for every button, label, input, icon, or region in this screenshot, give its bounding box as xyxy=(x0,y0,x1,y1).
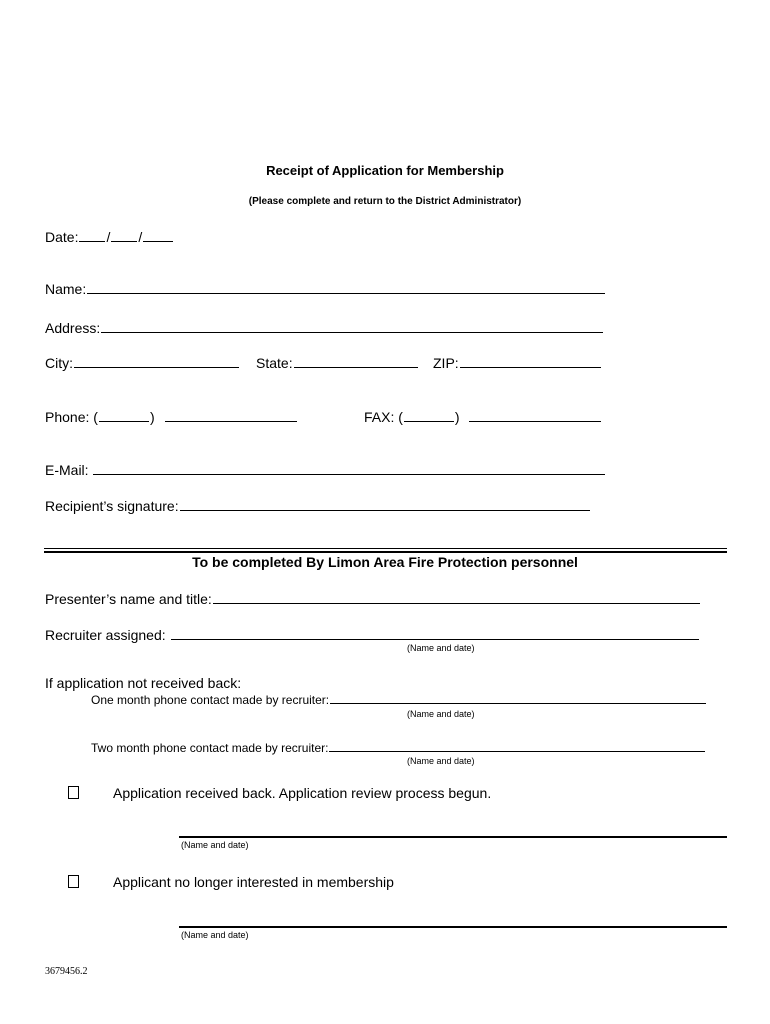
phone-label: Phone: xyxy=(45,409,90,425)
name-row xyxy=(45,280,606,297)
date-row xyxy=(45,228,174,245)
city-label: City: xyxy=(45,355,73,371)
signature-row xyxy=(45,497,591,514)
not-interested-checkbox[interactable] xyxy=(68,875,79,893)
zip-row xyxy=(433,354,602,371)
two-month-caption: (Name and date) xyxy=(407,756,475,766)
email-label: E-Mail: xyxy=(45,462,89,478)
presenter-row xyxy=(45,590,701,607)
signature-label: Recipient’s signature: xyxy=(45,498,179,514)
received-signature-line[interactable] xyxy=(179,836,727,838)
zip-field[interactable] xyxy=(460,354,601,368)
signature-field[interactable] xyxy=(180,497,590,511)
state-field[interactable] xyxy=(294,354,418,368)
presenter-field[interactable] xyxy=(213,590,700,604)
address-field[interactable] xyxy=(101,319,603,333)
not-received-label: If application not received back: xyxy=(45,675,242,691)
fax-label: FAX: xyxy=(364,409,395,425)
fax-row xyxy=(364,408,602,425)
presenter-label: Presenter’s name and title: xyxy=(45,591,212,607)
date-separator: / xyxy=(138,229,143,245)
state-row xyxy=(256,354,419,371)
city-field[interactable] xyxy=(74,354,239,368)
fax-area-code-field[interactable] xyxy=(404,408,454,422)
state-label: State: xyxy=(256,355,293,371)
two-month-row xyxy=(91,740,706,755)
address-row xyxy=(45,319,604,336)
paren-close: ) xyxy=(454,409,460,425)
two-month-label: Two month phone contact made by recruiter xyxy=(91,741,326,755)
phone-area-code-field[interactable] xyxy=(99,408,149,422)
paren-close: ) xyxy=(149,409,155,425)
section-divider-top xyxy=(44,548,727,549)
paren-open: ( xyxy=(93,409,98,425)
one-month-label: One month phone contact made by recruiter xyxy=(91,693,326,707)
email-field[interactable] xyxy=(93,461,605,475)
not-interested-label: Applicant no longer interested in membership xyxy=(113,874,394,890)
one-month-caption: (Name and date) xyxy=(407,709,475,719)
recruiter-label: Recruiter assigned: xyxy=(45,627,166,643)
email-row xyxy=(45,461,606,478)
name-label: Name: xyxy=(45,281,87,297)
recruiter-caption: (Name and date) xyxy=(407,643,475,653)
colon: : xyxy=(325,741,329,755)
colon: : xyxy=(325,693,330,707)
phone-number-field[interactable] xyxy=(165,408,297,422)
personnel-heading: To be completed By Limon Area Fire Protection personnel xyxy=(192,554,578,570)
received-label: Application received back. Application review process begun. xyxy=(113,785,492,801)
city-row xyxy=(45,354,240,371)
one-month-field[interactable] xyxy=(330,692,706,704)
one-month-row xyxy=(91,692,707,707)
checkbox-icon xyxy=(68,786,79,799)
date-day-field[interactable] xyxy=(111,228,137,242)
not-interested-caption: (Name and date) xyxy=(181,930,249,940)
two-month-field[interactable] xyxy=(329,740,705,752)
page-subtitle: (Please complete and return to the District Administrator) xyxy=(248,196,522,207)
document-id: 3679456.2 xyxy=(45,966,88,977)
date-month-field[interactable] xyxy=(79,228,105,242)
phone-row xyxy=(45,408,298,425)
not-interested-signature-line[interactable] xyxy=(179,926,727,928)
received-checkbox[interactable] xyxy=(68,786,79,804)
date-year-field[interactable] xyxy=(143,228,173,242)
paren-open: ( xyxy=(398,409,403,425)
zip-label: ZIP: xyxy=(433,355,459,371)
section-divider-bottom xyxy=(44,551,727,553)
checkbox-icon xyxy=(68,875,79,888)
date-label: Date: xyxy=(45,229,79,245)
page-title: Receipt of Application for Membership xyxy=(266,163,504,178)
address-label: Address: xyxy=(45,320,101,336)
fax-number-field[interactable] xyxy=(469,408,601,422)
recruiter-row xyxy=(45,626,700,643)
recruiter-field[interactable] xyxy=(171,626,699,640)
date-separator: / xyxy=(106,229,111,245)
name-field[interactable] xyxy=(87,280,605,294)
received-caption: (Name and date) xyxy=(181,840,249,850)
